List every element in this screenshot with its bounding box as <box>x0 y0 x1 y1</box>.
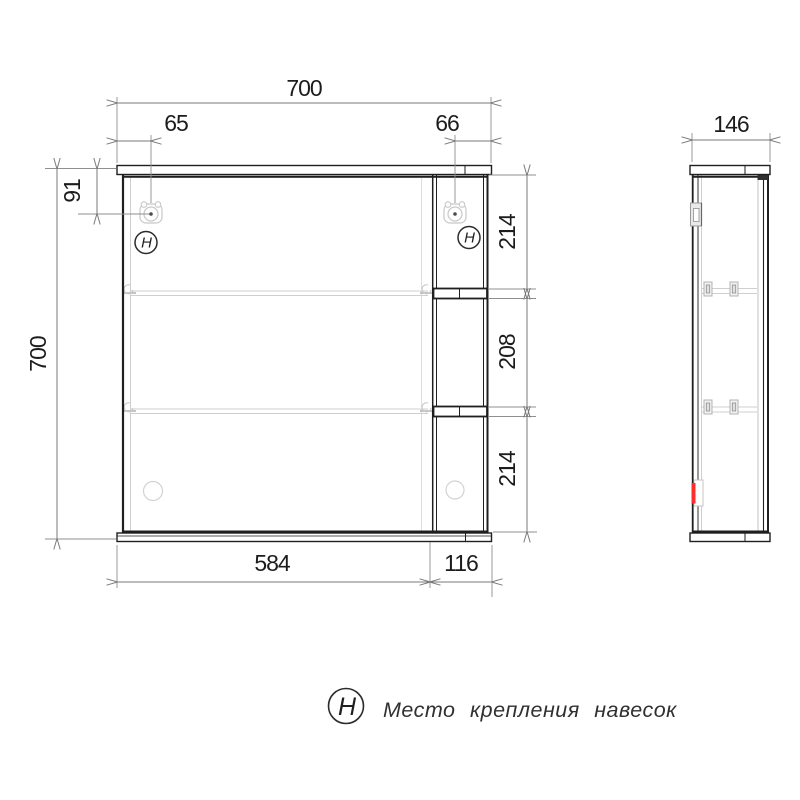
door-shelf-line-bottom <box>122 403 434 414</box>
dim-hanger-right-offset: 66 <box>435 110 459 136</box>
dim-door-width: 584 <box>254 550 290 576</box>
dim-total-width: 700 <box>286 75 322 101</box>
dim-section-middle: 208 <box>494 334 520 370</box>
dim-section-top: 214 <box>494 214 520 250</box>
front-view <box>117 166 492 542</box>
side-shelf-top <box>702 282 757 296</box>
door-hole-right <box>446 481 464 499</box>
dimensions <box>25 75 770 597</box>
open-shelf-top <box>434 289 488 299</box>
dim-hanger-top-offset: 91 <box>59 179 85 203</box>
side-bottom-cap <box>690 533 770 542</box>
back-rail-edge <box>758 175 769 180</box>
legend-symbol: H <box>337 693 357 721</box>
top-cap <box>117 166 492 175</box>
hanger-mark-left-label: H <box>141 234 152 252</box>
dim-total-height: 700 <box>25 336 51 372</box>
wall-bracket-icon <box>691 203 702 226</box>
open-shelf-bottom <box>434 407 488 417</box>
side-shelf-bottom <box>702 400 757 414</box>
hanger-mark-right-label: H <box>464 229 475 247</box>
hanger-keyhole-left-icon <box>140 202 162 223</box>
legend-hanger-mark-icon <box>329 689 364 724</box>
dim-section-bottom: 214 <box>494 451 520 487</box>
dim-shelf-width: 116 <box>444 550 478 576</box>
hanger-keyhole-right-icon <box>444 202 466 223</box>
latch-accent <box>692 483 696 504</box>
legend-label: Место крепления навесок <box>383 698 677 722</box>
door-latch <box>692 480 704 506</box>
hanger-mark-left-icon <box>135 232 157 254</box>
legend <box>329 689 678 724</box>
door-hole-left <box>144 482 163 501</box>
dim-hanger-left-offset: 65 <box>164 110 188 136</box>
bottom-cap <box>117 533 492 542</box>
side-view <box>690 166 770 542</box>
hanger-mark-right-icon <box>458 227 480 249</box>
door-shelf-line-top <box>122 285 434 296</box>
side-top-cap <box>690 166 770 175</box>
dim-depth: 146 <box>713 111 749 137</box>
